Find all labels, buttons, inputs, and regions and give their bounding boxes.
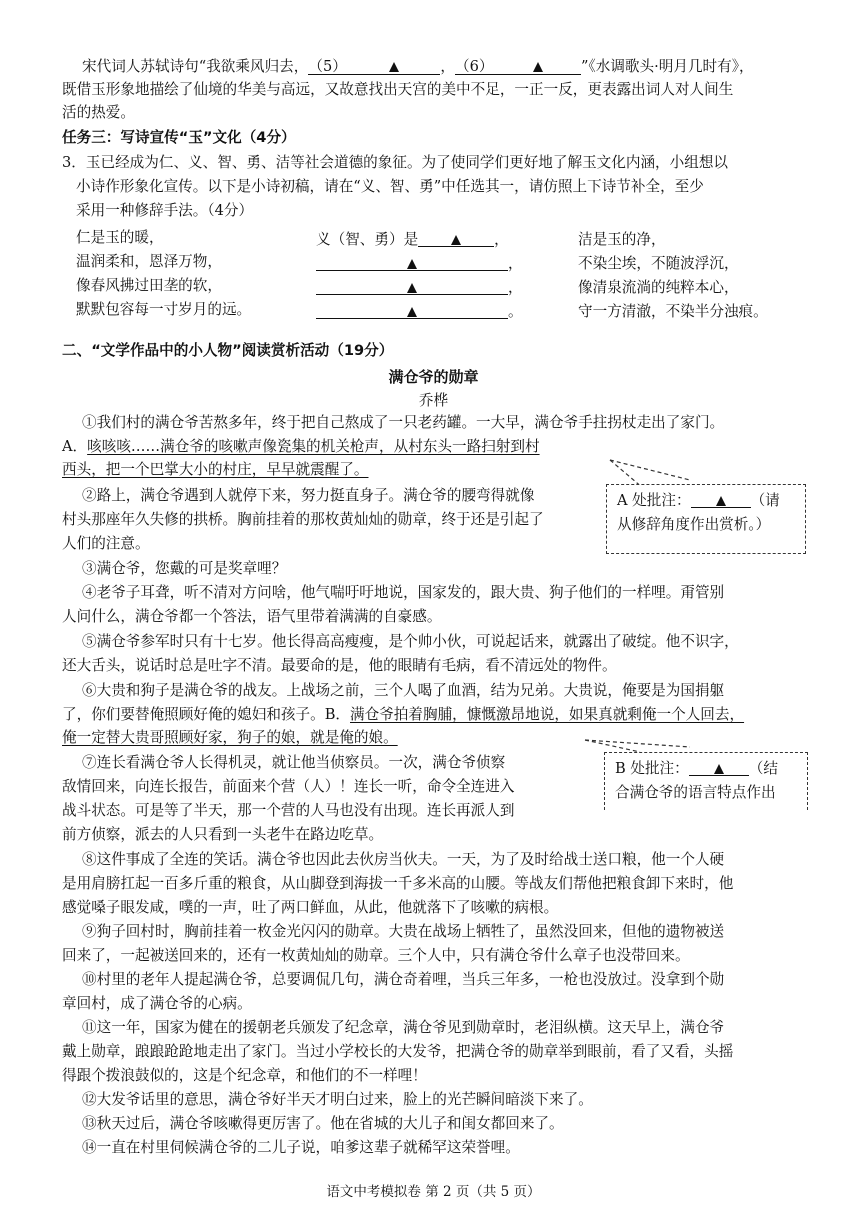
note-b-end: （结 xyxy=(748,760,778,777)
paragraph-8-line-3: 感觉嗓子眼发咸，噗的一声，吐了两口鲜血，从此，他就落下了咳嗽的病根。 xyxy=(62,899,559,916)
paragraph-14: ⑭一直在村里伺候满仓爷的二儿子说，咱爹这辈子就稀罕这荣誉哩。 xyxy=(82,1139,520,1156)
note-a-label: A 处批注： xyxy=(617,492,691,509)
intro-text-post: ”《水调歌头·明月几时有》， xyxy=(580,58,754,75)
paragraph-1: ①我们村的满仓爷苦熬多年，终于把自己熬成了一只老药罐。一大早，满仓爷手拄拐杖走出了家门。 xyxy=(82,414,725,431)
intro-line-2: 既借玉形象地描绘了仙境的华美与高远，又故意找出天宫的美中不足，一正一反，更表露出词人对人间生 xyxy=(62,81,734,98)
paragraph-6-line-3 xyxy=(62,727,398,749)
paragraph-2-line-2: 村头那座年久失修的拱桥。胸前挂着的那枚黄灿灿的勋章，终于还是引起了 xyxy=(62,511,544,528)
note-b-label: B 处批注： xyxy=(615,760,689,777)
note-a-box xyxy=(606,484,806,554)
note-a-blank[interactable] xyxy=(691,489,751,508)
annotation-b-text-2: 俺一定替大贵哥照顾好家，狗子的娘，就是俺的娘。 xyxy=(62,729,398,746)
paragraph-6-line-1: ⑥大贵和狗子是满仓爷的战友。上战场之前，三个人喝了血酒，结为兄弟。大贵说，俺要是为国捐躯 xyxy=(82,682,725,699)
paragraph-6-text: 了，你们要替俺照顾好俺的媳妇和孩子。B． xyxy=(62,706,351,723)
paragraph-5-line-1: ⑤满仓爷参军时只有十七岁。他长得高高瘦瘦，是个帅小伙，可说起话来，就露出了破绽。他不识字， xyxy=(82,633,739,650)
paragraph-7-line-4: 前方侦察，派去的人只看到一头老牛在路边吃草。 xyxy=(62,826,384,843)
paragraph-6-line-2 xyxy=(62,704,744,726)
paragraph-4-line-2: 人问什么，满仓爷都一个答法，语气里带着满满的自豪感。 xyxy=(62,608,442,625)
task3-question-line-3: 采用一种修辞手法。（4分） xyxy=(76,202,254,219)
paragraph-12: ⑫大发爷话里的意思，满仓爷好半天才明白过来，脸上的光芒瞬间暗淡下来了。 xyxy=(82,1091,593,1108)
annotation-b-text-1: 满仓爷拍着胸脯，慷慨激昂地说，如果真就剩俺一个人回去， xyxy=(350,706,745,723)
paragraph-8-line-1: ⑧这件事成了全连的笑话。满仓爷也因此去伙房当伙夫。一天，为了及时给战士送口粮，他一个人硬 xyxy=(82,851,725,868)
annotation-a-text-2: 西头，把一个巴掌大小的村庄，早早就震醒了。 xyxy=(62,461,369,478)
poem-left-1: 仁是玉的暖， xyxy=(76,229,164,246)
note-a-line-2: 从修辞角度作出赏析。） xyxy=(617,516,771,533)
intro-line-3: 活的热爱。 xyxy=(62,104,135,121)
task3-question-line-1: 3．玉已经成为仁、义、智、勇、洁等社会道德的象征。为了使同学们更好地了解玉文化内涵，小组想以 xyxy=(62,154,729,171)
paragraph-7-line-1: ⑦连长看满仓爷人长得机灵，就让他当侦察员。一次，满仓爷侦察 xyxy=(82,754,506,771)
triangle-icon xyxy=(714,764,724,774)
paragraph-9-line-1: ⑨狗子回村时，胸前挂着一枚金光闪闪的勋章。大贵在战场上牺牲了，虽然没回来，但他的遗物被送 xyxy=(82,923,725,940)
paragraph-10-line-2: 章回村，成了满仓爷的心病。 xyxy=(62,995,252,1012)
task3-heading: 任务三：写诗宣传“玉”文化（4分） xyxy=(62,129,296,146)
annotation-a-label: A． xyxy=(62,438,88,455)
poem-left-3: 像春风拂过田垄的软， xyxy=(76,277,222,294)
poem-right-2: 不染尘埃，不随波浮沉， xyxy=(578,255,739,272)
paragraph-7-line-2: 敌情回来，向连长报告，前面来个营（人）！连长一听，命令全连进入 xyxy=(62,778,515,795)
paragraph-7-line-3: 战斗状态。可是等了半天，那一个营的人马也没有出现。连长再派人到 xyxy=(62,802,515,819)
poem-punct: ， xyxy=(508,255,523,272)
paragraph-11-line-3: 得跟个拨浪鼓似的，这是个纪念章，和他们的不一样哩！ xyxy=(62,1067,427,1084)
paragraph-2-line-1: ②路上，满仓爷遇到人就停下来，努力挺直身子。满仓爷的腰弯得就像 xyxy=(82,487,535,504)
paragraph-13: ⑬秋天过后，满仓爷咳嗽得更厉害了。他在省城的大儿子和闺女都回来了。 xyxy=(82,1115,564,1132)
page-footer: 语文中考模拟卷 第 2 页（共 5 页） xyxy=(326,1184,541,1200)
intro-text-pre: 宋代词人苏轼诗句“我欲乘风归去， xyxy=(82,58,309,75)
poem-right-1: 洁是玉的净， xyxy=(578,231,666,248)
paragraph-8-line-2: 是用肩膀扛起一百多斤重的粮食，从山脚登到海拔一千多米高的山腰。等战友们帮他把粮食卸下来时，他 xyxy=(62,875,734,892)
note-b-box xyxy=(604,752,808,810)
paragraph-10-line-1: ⑩村里的老年人提起满仓爷，总要调侃几句，满仓奇着哩，当兵三年多，一枪也没放过。没拿到个勋 xyxy=(82,971,725,988)
paragraph-4-line-1: ④老爷子耳聋，听不清对方问啥，他气喘吁吁地说，国家发的，跟大贵、狗子他们的一样哩。甭管别 xyxy=(82,584,725,601)
paragraph-11-line-1: ⑪这一年，国家为健在的援朝老兵颁发了纪念章，满仓爷见到勋章时，老泪纵横。这天早上，满仓爷 xyxy=(82,1019,725,1036)
story-title: 满仓爷的勋章 xyxy=(388,368,479,386)
section2-heading: 二、“文学作品中的小人物”阅读赏析活动（19分） xyxy=(62,342,394,359)
poem-punct: ， xyxy=(494,231,509,248)
paragraph-11-line-2: 戴上勋章，踉踉跄跄地走出了家门。当过小学校长的大发爷，把满仓爷的勋章举到眼前，看了又看，头摇 xyxy=(62,1043,734,1060)
blank-label-5: （5） xyxy=(308,58,347,75)
story-author: 乔桦 xyxy=(418,392,449,409)
note-b-blank[interactable] xyxy=(689,757,749,776)
paragraph-9-line-2: 回来了，一起被送回来的，还有一枚黄灿灿的勋章。三个人中，只有满仓爷什么章子也没带回来。 xyxy=(62,947,690,964)
note-a-end: （请 xyxy=(750,492,780,509)
task3-question-line-2: 小诗作形象化宣传。以下是小诗初稿，请在“义、智、勇”中任选其一，请仿照上下诗节补全，至少 xyxy=(76,178,704,195)
paragraph-2-line-3: 人们的注意。 xyxy=(62,535,150,552)
poem-left-2: 温润柔和，恩泽万物， xyxy=(76,253,222,270)
note-b-line-2: 合满仓爷的语言特点作出 xyxy=(615,784,776,801)
poem-punct: ， xyxy=(508,279,523,296)
intro-line-1: 宋代词人苏轼诗句“我欲乘风归去， （5） ， （6） ”《水调歌头·明月几时有》， xyxy=(82,56,754,78)
poem-middle-first-label: 义（智、勇）是 xyxy=(316,231,419,248)
poem-left-4: 默默包容每一寸岁月的远。 xyxy=(76,301,252,318)
blank-label-6: （6） xyxy=(454,58,494,75)
annotation-a-text-1: 咳咳咳……满仓爷的咳嗽声像瓷集的机关枪声，从村东头一路扫射到村 xyxy=(87,438,540,455)
poem-punct: 。 xyxy=(508,303,523,320)
paragraph-3: ③满仓爷，您戴的可是奖章哩？ xyxy=(82,560,287,577)
triangle-icon xyxy=(716,496,726,506)
paragraph-5-line-2: 还大舌头，说话时总是吐字不清。最要命的是，他的眼睛有毛病，看不清远处的物件。 xyxy=(62,657,617,674)
poem-right-4: 守一方清澈，不染半分浊痕。 xyxy=(578,303,768,320)
poem-right-3: 像清泉流淌的纯粹本心， xyxy=(578,279,739,296)
